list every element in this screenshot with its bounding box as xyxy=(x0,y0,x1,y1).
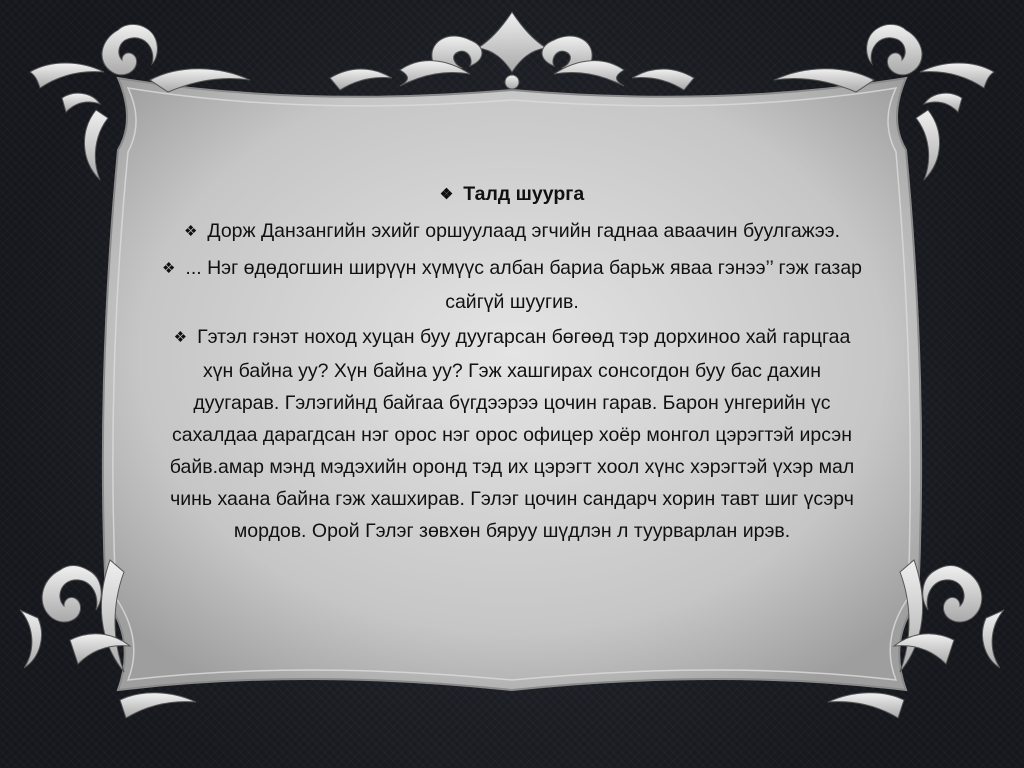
paragraph-3-text: Гэтэл гэнэт ноход хуцан буу дуугарсан бөгөөд тэр дорхиноо хай гарцгаа хүн байна уу? Хүн байна уу? Гэж хашгирах сонсогдон буу бас дахин дуугарав. Гэлэгийнд байгаа бүгдээрээ цочин гарав. Барон унгерийн үс сахалдаа дарагдсан нэг орос нэг орос офицер хоёр монгол цэрэгтэй ирсэн байв.амар мэнд мэдэхийн оронд тэд их цэрэгт хоол хүнс хэрэгтэй үхэр мал чинь хаана байна гэж хашхирав. Гэлэг цочин сандарч хорин тавт шиг үсэрч мордов. Орой Гэлэг зөвхөн бяруу шүдлэн л туурварлан ирэв. xyxy=(169,326,855,542)
paragraph-1-text: Дорж Данзангийн эхийг оршуулаад эгчийн гаднаа аваачин буулгажээ. xyxy=(207,220,841,242)
paragraph-2 xyxy=(160,252,864,318)
diamond-bullet-icon: ❖ xyxy=(439,186,454,203)
paragraph-3 xyxy=(160,321,864,547)
diamond-bullet-icon: ❖ xyxy=(161,260,176,277)
slide-title xyxy=(160,178,864,212)
paragraph-2-text: ... Нэг өдөдогшин ширүүн хүмүүс албан бариа барьж яваа гэнээ’’ гэж газар сайгүй шуугив. xyxy=(185,257,863,313)
paragraph-1 xyxy=(160,215,864,249)
slide-body xyxy=(160,178,864,550)
top-center-ornament xyxy=(330,12,694,90)
diamond-bullet-icon: ❖ xyxy=(173,329,188,346)
slide-title-text: Талд шуурга xyxy=(463,183,585,205)
diamond-bullet-icon: ❖ xyxy=(183,223,198,240)
